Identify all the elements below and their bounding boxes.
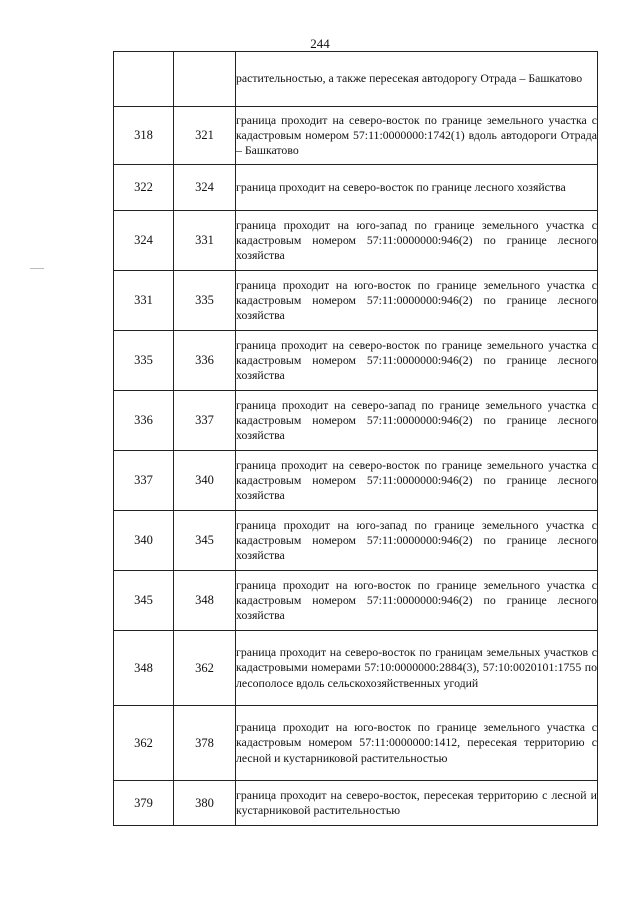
boundary-description: граница проходит на северо-запад по границе земельного участка с кадастровым номером 57:11:0000000:946(2) по границе лесного хозяйства	[236, 391, 598, 451]
boundary-description: граница проходит на северо-восток, пересекая территорию с лесной и кустарниковой растительностью	[236, 781, 598, 826]
point-to: 380	[174, 781, 236, 826]
table-row	[114, 52, 598, 107]
table-row	[114, 451, 598, 511]
point-from: 336	[114, 391, 174, 451]
point-from: 324	[114, 211, 174, 271]
point-from: 335	[114, 331, 174, 391]
table-row	[114, 331, 598, 391]
boundary-description: граница проходит на северо-восток по границе земельного участка с кадастровым номером 57:11:0000000:946(2) по границе лесного хозяйства	[236, 331, 598, 391]
point-from: 340	[114, 511, 174, 571]
boundary-description: граница проходит на северо-восток по границе лесного хозяйства	[236, 165, 598, 211]
point-from: 331	[114, 271, 174, 331]
point-from: 322	[114, 165, 174, 211]
point-to: 337	[174, 391, 236, 451]
table-row	[114, 571, 598, 631]
boundary-description: граница проходит на юго-запад по границе земельного участка с кадастровым номером 57:11:0000000:946(2) по границе лесного хозяйства	[236, 211, 598, 271]
point-to	[174, 52, 236, 107]
boundary-description: граница проходит на северо-восток по границе земельного участка с кадастровым номером 57:11:0000000:946(2) по границе лесного хозяйства	[236, 451, 598, 511]
point-from	[114, 52, 174, 107]
point-from: 345	[114, 571, 174, 631]
point-from: 362	[114, 706, 174, 781]
point-to: 331	[174, 211, 236, 271]
point-to: 321	[174, 107, 236, 165]
point-from: 348	[114, 631, 174, 706]
boundary-description: граница проходит на северо-восток по границам земельных участков с кадастровыми номерами 57:10:0000000:2884(3), 57:10:0020101:1755 по лесополосе вдоль сельскохозяйственных угодий	[236, 631, 598, 706]
table-row	[114, 165, 598, 211]
table-row	[114, 391, 598, 451]
boundary-description: граница проходит на северо-восток по границе земельного участка с кадастровым номером 57:11:0000000:1742(1) вдоль автодороги Отрада – Башкатово	[236, 107, 598, 165]
page-number: 244	[310, 36, 330, 51]
table-row	[114, 511, 598, 571]
point-to: 362	[174, 631, 236, 706]
point-from: 337	[114, 451, 174, 511]
boundary-description: граница проходит на юго-восток по границе земельного участка с кадастровым номером 57:11:0000000:1412, пересекая территорию с лесной и кустарниковой растительностью	[236, 706, 598, 781]
boundary-description: растительностью, а также пересекая автодорогу Отрада – Башкатово	[236, 52, 598, 107]
boundary-table	[113, 51, 598, 826]
point-from: 379	[114, 781, 174, 826]
table-row	[114, 107, 598, 165]
point-from: 318	[114, 107, 174, 165]
table-row	[114, 271, 598, 331]
point-to: 336	[174, 331, 236, 391]
table-row	[114, 631, 598, 706]
table-row	[114, 211, 598, 271]
boundary-description: граница проходит на юго-запад по границе земельного участка с кадастровым номером 57:11:0000000:946(2) по границе лесного хозяйства	[236, 511, 598, 571]
point-to: 345	[174, 511, 236, 571]
point-to: 335	[174, 271, 236, 331]
point-to: 348	[174, 571, 236, 631]
boundary-description: граница проходит на юго-восток по границе земельного участка с кадастровым номером 57:11:0000000:946(2) по границе лесного хозяйства	[236, 571, 598, 631]
point-to: 324	[174, 165, 236, 211]
margin-mark	[30, 268, 44, 269]
point-to: 340	[174, 451, 236, 511]
boundary-description: граница проходит на юго-восток по границе земельного участка с кадастровым номером 57:11:0000000:946(2) по границе лесного хозяйства	[236, 271, 598, 331]
table-row	[114, 706, 598, 781]
point-to: 378	[174, 706, 236, 781]
table-row	[114, 781, 598, 826]
